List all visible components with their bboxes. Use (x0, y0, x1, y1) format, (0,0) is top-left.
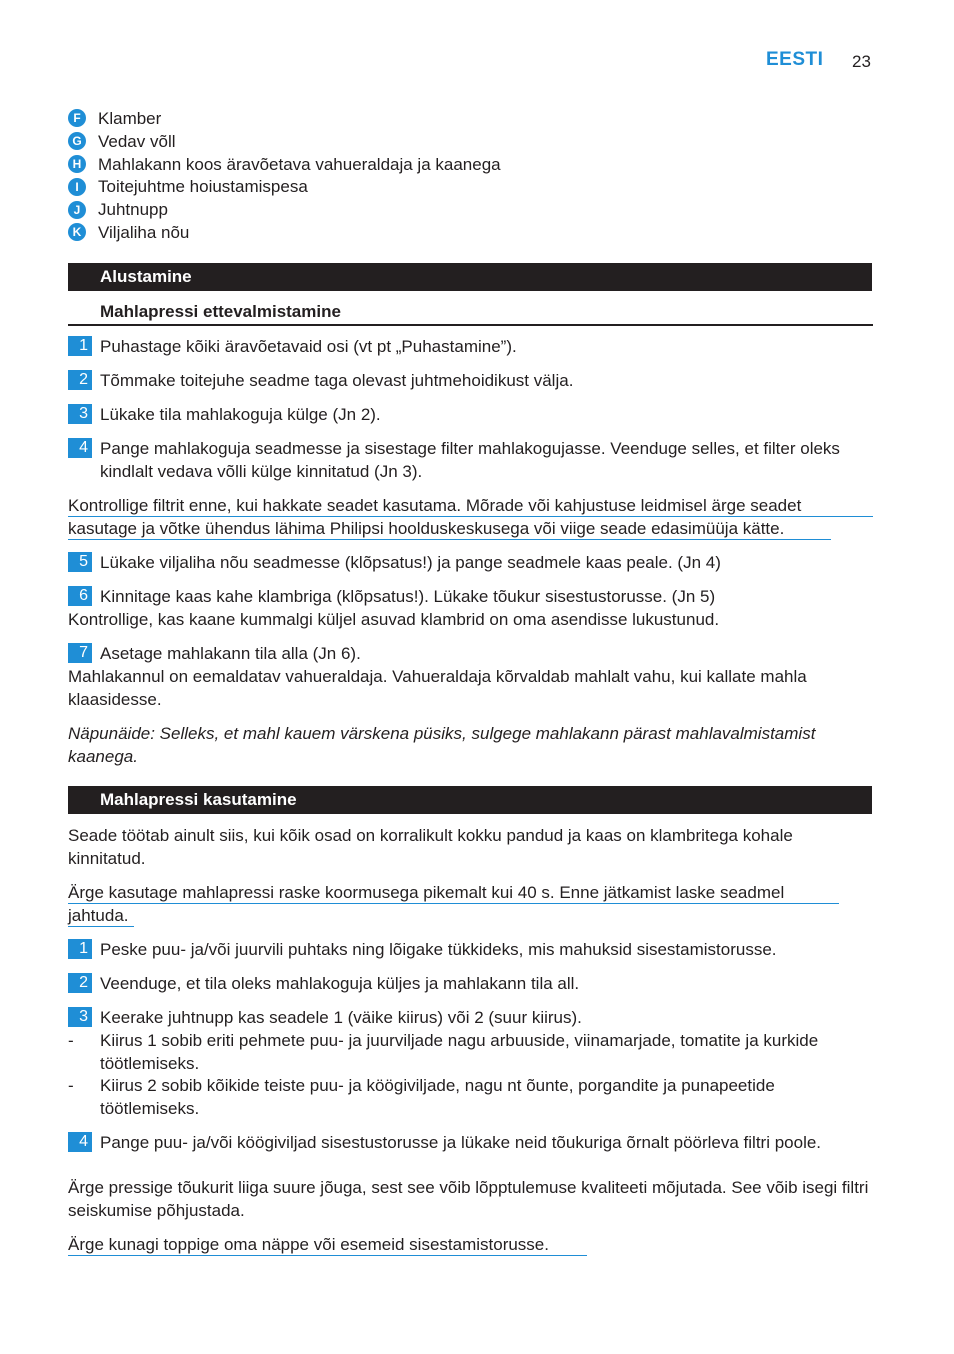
legend-label: Toitejuhtme hoiustamispesa (98, 177, 308, 197)
step-item (68, 585, 873, 608)
step-number: 7 (68, 643, 92, 663)
parts-legend (68, 107, 501, 244)
step-item (68, 369, 873, 392)
step-text: Lükake tila mahlakoguja külge (Jn 2). (100, 405, 381, 424)
step-text: Asetage mahlakann tila alla (Jn 6). (100, 644, 361, 663)
step-number: 5 (68, 552, 92, 572)
step-item (68, 551, 873, 574)
step-text: Pange mahlakoguja seadmesse ja sisestage filter mahlakogujasse. Veenduge selles, et filter oleks kindlalt vedava võlli külge kinnitatud (Jn 3). (100, 439, 840, 481)
step-number: 1 (68, 336, 92, 356)
tip-text: Näpunäide: Selleks, et mahl kauem värskena püsiks, sulgege mahlakann pärast mahlavalmistamist kaanega. (68, 724, 816, 766)
step-text: Keerake juhtnupp kas seadele 1 (väike kiirus) või 2 (suur kiirus). (100, 1008, 582, 1027)
step-number: 6 (68, 586, 92, 606)
letter-g-icon: G (68, 132, 86, 150)
step-number: 2 (68, 370, 92, 390)
step-number: 1 (68, 939, 92, 959)
bullet-text: Kiirus 2 sobib kõikide teiste puu- ja köögiviljade, nagu nt õunte, porgandite ja punapeetide töötlemiseks. (100, 1076, 775, 1118)
legend-item (68, 221, 501, 244)
section-heading (68, 263, 872, 291)
warning-text: Ärge kasutage mahlapressi raske koormusega pikemalt kui 40 s. Enne jätkamist laske seadmel (68, 881, 839, 904)
step-number: 3 (68, 1007, 92, 1027)
step-text: Kinnitage kaas kahe klambriga (klõpsatus!). Lükake tõukur sisestustorusse. (Jn 5) (100, 587, 716, 606)
sub-heading-title: Mahlapressi ettevalmistamine (100, 302, 341, 321)
section-title: Alustamine (100, 267, 192, 286)
legend-label: Viljaliha nõu (98, 222, 190, 242)
legend-item (68, 107, 501, 130)
letter-j-icon: J (68, 201, 86, 219)
letter-i-icon: I (68, 178, 86, 196)
step-text: Puhastage kõiki äravõetavaid osi (vt pt „Puhastamine”). (100, 337, 517, 356)
step-item (68, 1006, 873, 1029)
step-item (68, 642, 873, 665)
step-number: 4 (68, 438, 92, 458)
step-item (68, 403, 873, 426)
letter-k-icon: K (68, 223, 86, 241)
legend-label: Mahlakann koos äravõetava vahueraldaja ja kaanega (98, 154, 501, 174)
page-number: 23 (852, 52, 871, 71)
step-note: Ärge pressige tõukurit liiga suure jõuga, sest see võib lõpptulemuse kvaliteeti mõjutada. See võib isegi filtri seiskumise põhjustada. (68, 1178, 869, 1220)
legend-label: Klamber (98, 108, 162, 128)
step-item (68, 335, 873, 358)
sub-heading (68, 300, 873, 326)
step-item (68, 938, 873, 961)
intro-text: Seade töötab ainult siis, kui kõik osad on korralikult kokku pandud ja kaas on klambritega kohale kinnitatud. (68, 826, 793, 868)
bullet-dash: - (68, 1076, 74, 1095)
warning-text: jahtuda. (68, 904, 134, 927)
step-text: Lükake viljaliha nõu seadmesse (klõpsatus!) ja pange seadmele kaas peale. (Jn 4) (100, 553, 721, 572)
bullet-text: Kiirus 1 sobib eriti pehmete puu- ja juurviljade nagu arbuuside, viinamarjade, tomatite ja kurkide töötlemiseks. (100, 1031, 819, 1073)
step-item (68, 1131, 873, 1154)
step-note: Kontrollige, kas kaane kummalgi küljel asuvad klambrid on oma asendisse lukustunud. (68, 610, 720, 629)
legend-label: Juhtnupp (98, 200, 168, 220)
step-item (68, 972, 873, 995)
letter-f-icon: F (68, 109, 86, 127)
bullet-item (68, 1029, 873, 1075)
step-text: Pange puu- ja/või köögiviljad sisestustorusse ja lükake neid tõukuriga õrnalt pöörleva filtri poole. (100, 1133, 822, 1152)
legend-label: Vedav võll (98, 131, 176, 151)
step-item (68, 437, 873, 483)
bullet-dash: - (68, 1031, 74, 1050)
language-label: EESTI (766, 49, 824, 70)
legend-item (68, 153, 501, 176)
warning-text: Ärge kunagi toppige oma näppe või esemeid sisestamistorusse. (68, 1233, 587, 1256)
step-number: 2 (68, 973, 92, 993)
legend-item (68, 130, 501, 153)
bullet-item (68, 1074, 873, 1120)
section-title: Mahlapressi kasutamine (100, 790, 297, 809)
step-number: 4 (68, 1132, 92, 1152)
warning-text: Kontrollige filtrit enne, kui hakkate seadet kasutama. Mõrade või kahjustuse leidmisel ärge seadet (68, 494, 873, 517)
section-heading (68, 786, 872, 814)
legend-item (68, 198, 501, 221)
step-text: Veenduge, et tila oleks mahlakoguja küljes ja mahlakann tila all. (100, 974, 580, 993)
step-number: 3 (68, 404, 92, 424)
step-text: Peske puu- ja/või juurvili puhtaks ning lõigake tükkideks, mis mahuksid sisestamistorusse. (100, 940, 777, 959)
step-note: Mahlakannul on eemaldatav vahueraldaja. Vahueraldaja kõrvaldab mahlalt vahu, kui kallate mahla klaasidesse. (68, 667, 807, 709)
step-text: Tõmmake toitejuhe seadme taga olevast juhtmehoidikust välja. (100, 371, 574, 390)
warning-text: kasutage ja võtke ühendus lähima Philipsi hoolduskeskusega või viige seade edasimüüja kätte. (68, 517, 831, 540)
letter-h-icon: H (68, 155, 86, 173)
legend-item (68, 175, 501, 198)
